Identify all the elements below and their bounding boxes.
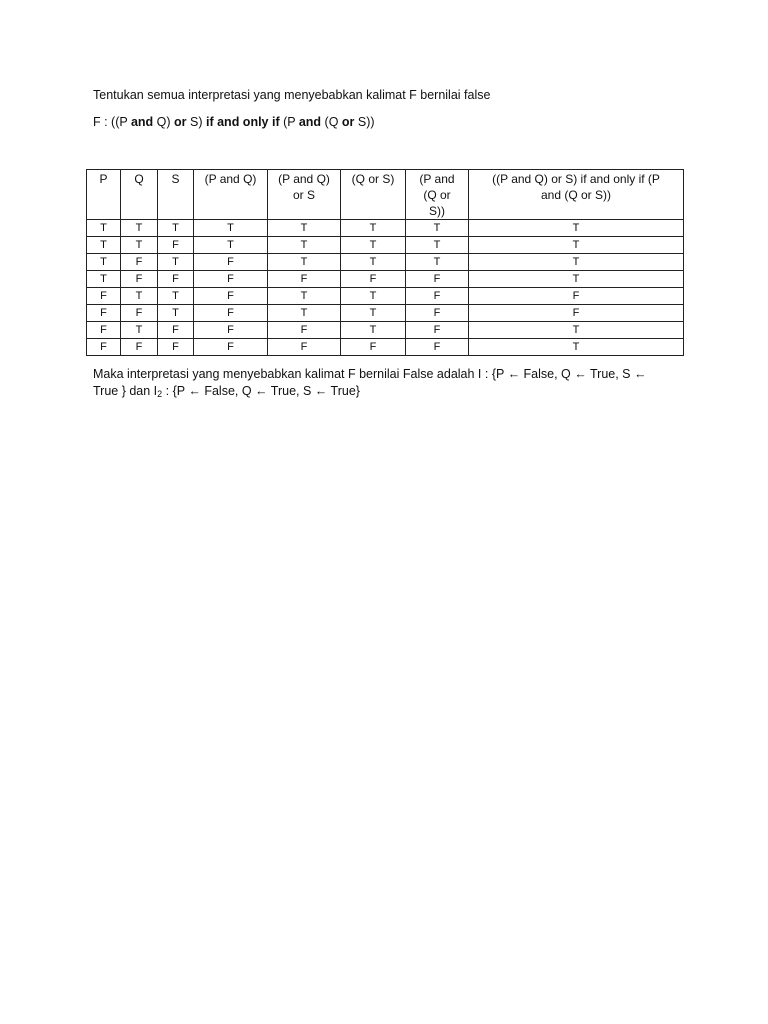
table-cell: T <box>341 322 406 339</box>
table-cell: T <box>87 271 121 288</box>
table-cell: T <box>121 288 158 305</box>
table-row <box>87 254 684 271</box>
formula-operator-iff: if and only if <box>206 115 280 129</box>
table-cell: F <box>87 322 121 339</box>
table-cell: T <box>406 237 469 254</box>
answer-text: Maka interpretasi yang menyebabkan kalimat F bernilai False adalah I : {P ← False, Q ← True, S ← True } dan I <box>93 367 647 398</box>
formula-part: S) <box>186 115 206 129</box>
table-cell: T <box>341 288 406 305</box>
table-row <box>87 305 684 322</box>
table-cell: F <box>268 339 341 356</box>
table-cell: T <box>268 305 341 322</box>
table-cell: F <box>341 271 406 288</box>
formula-part: Q) <box>153 115 175 129</box>
table-cell: F <box>121 339 158 356</box>
table-cell: F <box>194 288 268 305</box>
table-cell: T <box>341 254 406 271</box>
formula-operator-and: and <box>130 115 154 129</box>
header-cell: P <box>87 170 121 220</box>
table-cell: T <box>341 305 406 322</box>
table-cell: T <box>268 254 341 271</box>
table-cell: F <box>158 322 194 339</box>
table-cell: F <box>268 271 341 288</box>
table-cell: T <box>406 220 469 237</box>
formula-part: S)) <box>354 115 375 129</box>
header-cell: Q <box>121 170 158 220</box>
table-cell: T <box>87 237 121 254</box>
formula-part: (Q <box>321 115 342 129</box>
formula-part: F : ((P <box>93 115 131 129</box>
formula-operator-or: or <box>341 115 355 129</box>
table-row <box>87 237 684 254</box>
header-cell: (P and Q) <box>194 170 268 220</box>
table-row <box>87 322 684 339</box>
table-cell: T <box>469 220 684 237</box>
header-cell: (P and Q) or S <box>268 170 341 220</box>
table-cell: T <box>121 322 158 339</box>
table-cell: T <box>268 288 341 305</box>
table-cell: T <box>87 220 121 237</box>
table-cell: T <box>158 288 194 305</box>
formula-operator-and: and <box>298 115 322 129</box>
table-cell: F <box>158 271 194 288</box>
table-cell: F <box>121 254 158 271</box>
table-cell: F <box>158 237 194 254</box>
header-cell: (Q or S) <box>341 170 406 220</box>
table-cell: T <box>469 322 684 339</box>
table-cell: T <box>194 220 268 237</box>
table-cell: F <box>469 288 684 305</box>
table-cell: F <box>87 288 121 305</box>
header-cell: ((P and Q) or S) if and only if (P and (Q or S)) <box>469 170 684 220</box>
table-cell: T <box>268 220 341 237</box>
question-instruction: Tentukan semua interpretasi yang menyebabkan kalimat F bernilai false <box>93 88 491 102</box>
table-row <box>87 288 684 305</box>
table-cell: T <box>469 237 684 254</box>
table-cell: T <box>341 220 406 237</box>
formula-part: (P <box>279 115 299 129</box>
table-row <box>87 220 684 237</box>
table-cell: T <box>121 237 158 254</box>
table-cell: F <box>194 271 268 288</box>
table-row <box>87 271 684 288</box>
header-cell: (P and (Q or S)) <box>406 170 469 220</box>
table-cell: T <box>87 254 121 271</box>
table-cell: T <box>158 220 194 237</box>
table-cell: T <box>158 305 194 322</box>
table-cell: F <box>121 271 158 288</box>
header-cell: S <box>158 170 194 220</box>
table-cell: F <box>406 305 469 322</box>
formula-operator-or: or <box>174 115 187 129</box>
table-cell: T <box>341 237 406 254</box>
answer-text: : {P ← False, Q ← True, S ← True} <box>162 384 360 398</box>
table-cell: F <box>406 322 469 339</box>
table-cell: F <box>158 339 194 356</box>
table-cell: T <box>268 237 341 254</box>
table-cell: F <box>194 322 268 339</box>
table-cell: T <box>121 220 158 237</box>
table-cell: F <box>268 322 341 339</box>
table-cell: F <box>406 288 469 305</box>
table-cell: F <box>87 305 121 322</box>
formula-line <box>93 114 375 131</box>
table-cell: F <box>341 339 406 356</box>
table-cell: F <box>194 254 268 271</box>
table-cell: F <box>406 339 469 356</box>
table-cell: F <box>406 271 469 288</box>
table-cell: F <box>194 339 268 356</box>
table-body <box>87 220 684 356</box>
table-cell: T <box>406 254 469 271</box>
table-cell: F <box>121 305 158 322</box>
table-header-row <box>87 170 684 220</box>
table-cell: F <box>87 339 121 356</box>
table-cell: F <box>469 305 684 322</box>
table-row <box>87 339 684 356</box>
truth-table <box>86 169 684 356</box>
table-cell: T <box>469 254 684 271</box>
table-cell: T <box>469 339 684 356</box>
answer-subscript: 2 <box>157 389 163 399</box>
table-cell: T <box>469 271 684 288</box>
table-cell: T <box>158 254 194 271</box>
table-cell: T <box>194 237 268 254</box>
answer-paragraph <box>93 366 673 403</box>
table-cell: F <box>194 305 268 322</box>
